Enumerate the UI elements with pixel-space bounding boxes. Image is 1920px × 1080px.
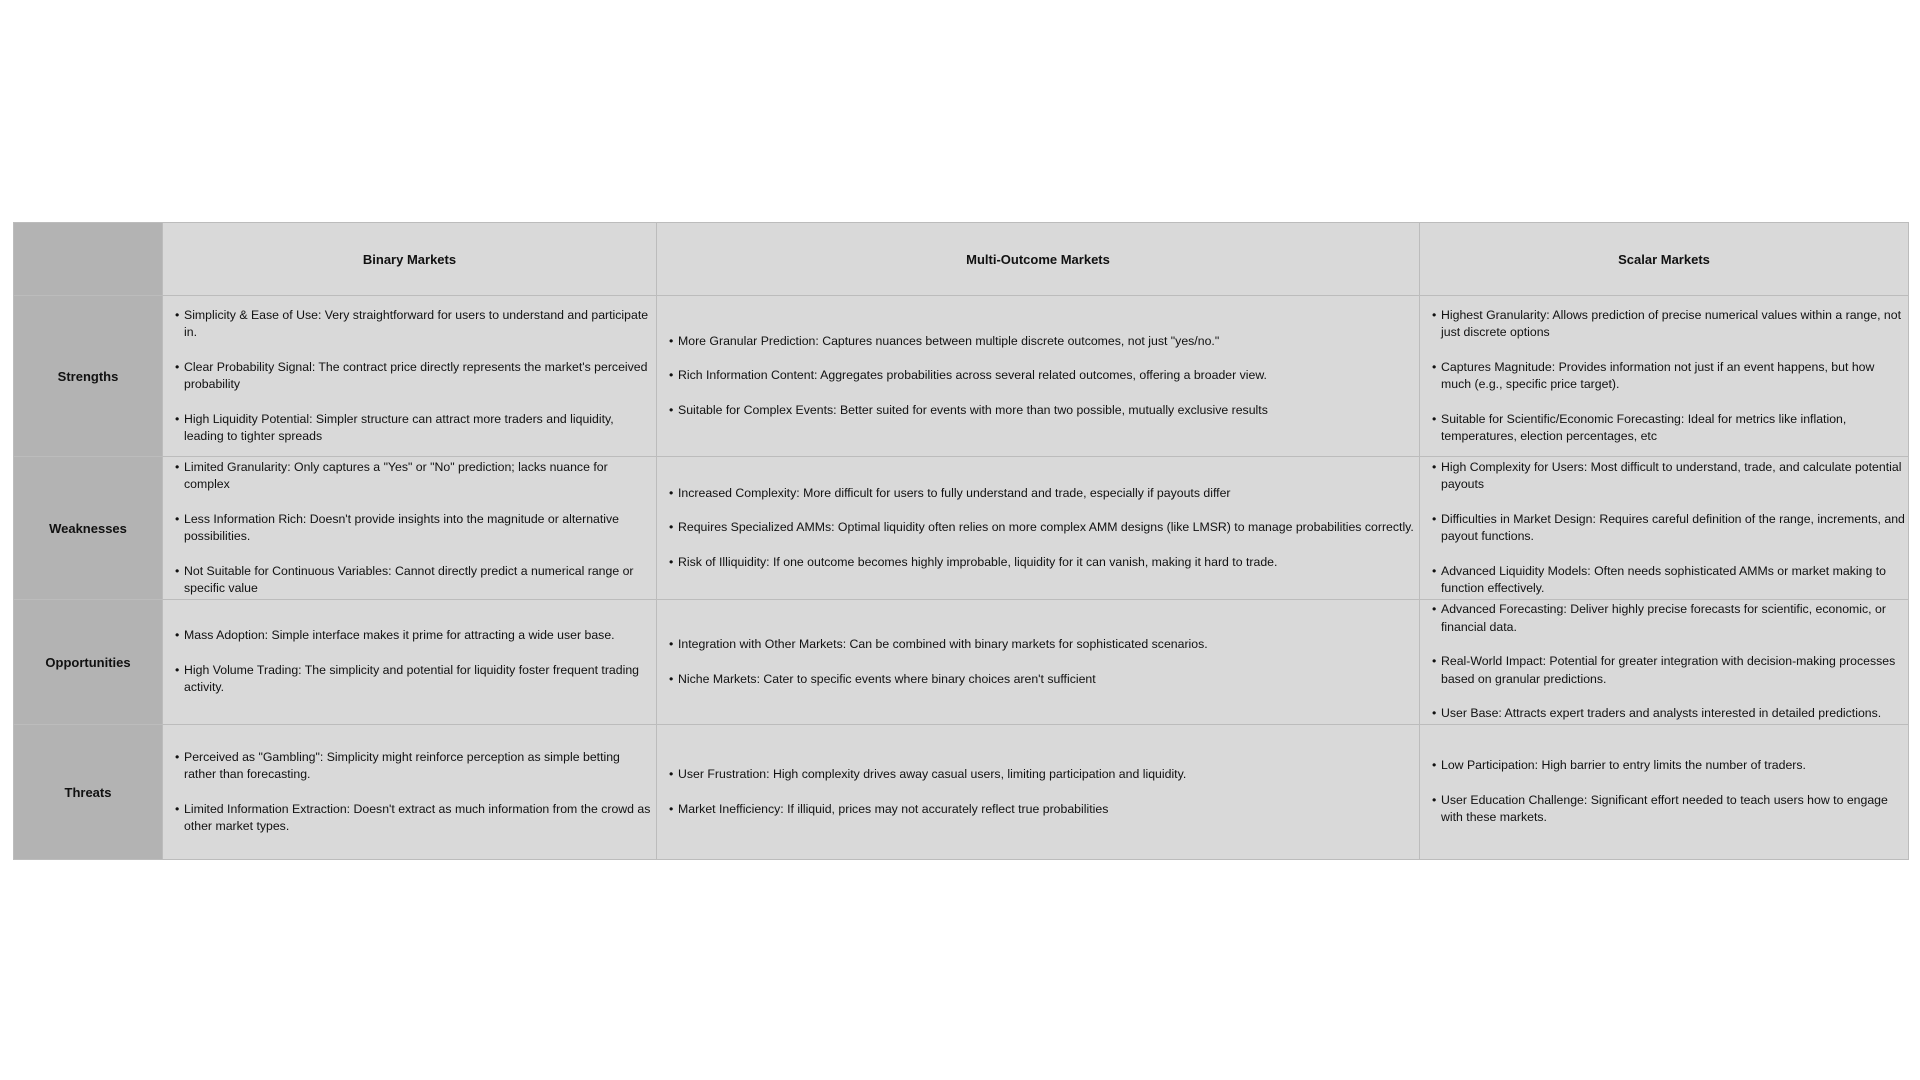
list-item: • Mass Adoption: Simple interface makes it prime for attracting a wide user base. bbox=[175, 627, 654, 645]
list-item: • Rich Information Content: Aggregates probabilities across several related outcomes, offering a broader view. bbox=[669, 367, 1417, 385]
bullet-list bbox=[1420, 459, 1908, 598]
list-item: • High Complexity for Users: Most difficult to understand, trade, and calculate potential payouts bbox=[1432, 459, 1906, 494]
row-header-weaknesses: Weaknesses bbox=[14, 457, 163, 600]
bullet-list bbox=[163, 749, 656, 836]
list-item: • User Education Challenge: Significant effort needed to teach users how to engage with these markets. bbox=[1432, 792, 1906, 827]
table-row-threats bbox=[14, 725, 1909, 860]
list-item: • Perceived as "Gambling": Simplicity might reinforce perception as simple betting rather than forecasting. bbox=[175, 749, 654, 784]
list-item: • Clear Probability Signal: The contract price directly represents the market's perceived probability bbox=[175, 359, 654, 394]
row-header-opportunities: Opportunities bbox=[14, 600, 163, 725]
list-item: • Less Information Rich: Doesn't provide insights into the magnitude or alternative possibilities. bbox=[175, 511, 654, 546]
list-item: • Real-World Impact: Potential for greater integration with decision-making processes based on granular predictions. bbox=[1432, 653, 1906, 688]
bullet-list bbox=[657, 766, 1419, 818]
list-item: • Low Participation: High barrier to entry limits the number of traders. bbox=[1432, 757, 1906, 775]
cell-opportunities-multi-outcome bbox=[657, 600, 1420, 725]
table-row-weaknesses bbox=[14, 457, 1909, 600]
bullet-list bbox=[657, 485, 1419, 572]
list-item: • Advanced Forecasting: Deliver highly precise forecasts for scientific, economic, or financial data. bbox=[1432, 601, 1906, 636]
list-item: • Increased Complexity: More difficult for users to fully understand and trade, especially if payouts differ bbox=[669, 485, 1417, 503]
column-header-binary: Binary Markets bbox=[163, 223, 657, 296]
column-header-multi-outcome: Multi-Outcome Markets bbox=[657, 223, 1420, 296]
list-item: • High Volume Trading: The simplicity and potential for liquidity foster frequent trading activity. bbox=[175, 662, 654, 697]
bullet-list bbox=[657, 333, 1419, 420]
header-row bbox=[14, 223, 1909, 296]
bullet-list bbox=[657, 636, 1419, 688]
list-item: • Difficulties in Market Design: Requires careful definition of the range, increments, and payout functions. bbox=[1432, 511, 1906, 546]
list-item: • Suitable for Complex Events: Better suited for events with more than two possible, mutually exclusive results bbox=[669, 402, 1417, 420]
list-item: • Simplicity & Ease of Use: Very straightforward for users to understand and participate in. bbox=[175, 307, 654, 342]
column-header-scalar: Scalar Markets bbox=[1420, 223, 1909, 296]
list-item: • Niche Markets: Cater to specific events where binary choices aren't sufficient bbox=[669, 671, 1417, 689]
list-item: • Advanced Liquidity Models: Often needs sophisticated AMMs or market making to function effectively. bbox=[1432, 563, 1906, 598]
row-header-strengths: Strengths bbox=[14, 296, 163, 457]
cell-weaknesses-binary bbox=[163, 457, 657, 600]
table-row-strengths bbox=[14, 296, 1909, 457]
cell-threats-binary bbox=[163, 725, 657, 860]
cell-threats-multi-outcome bbox=[657, 725, 1420, 860]
list-item: • User Frustration: High complexity drives away casual users, limiting participation and liquidity. bbox=[669, 766, 1417, 784]
bullet-list bbox=[163, 459, 656, 598]
list-item: • Requires Specialized AMMs: Optimal liquidity often relies on more complex AMM designs (like LMSR) to manage probabilities correctly. bbox=[669, 519, 1417, 537]
list-item: • Limited Information Extraction: Doesn't extract as much information from the crowd as other market types. bbox=[175, 801, 654, 836]
bullet-list bbox=[163, 307, 656, 446]
list-item: • Captures Magnitude: Provides information not just if an event happens, but how much (e.g., specific price target). bbox=[1432, 359, 1906, 394]
cell-strengths-multi-outcome bbox=[657, 296, 1420, 457]
bullet-list bbox=[163, 627, 656, 697]
cell-weaknesses-scalar bbox=[1420, 457, 1909, 600]
cell-weaknesses-multi-outcome bbox=[657, 457, 1420, 600]
list-item: • Highest Granularity: Allows prediction of precise numerical values within a range, not just discrete options bbox=[1432, 307, 1906, 342]
list-item: • Risk of Illiquidity: If one outcome becomes highly improbable, liquidity for it can vanish, making it hard to trade. bbox=[669, 554, 1417, 572]
cell-threats-scalar bbox=[1420, 725, 1909, 860]
list-item: • Market Inefficiency: If illiquid, prices may not accurately reflect true probabilities bbox=[669, 801, 1417, 819]
bullet-list bbox=[1420, 307, 1908, 446]
bullet-list bbox=[1420, 601, 1908, 723]
list-item: • Limited Granularity: Only captures a "Yes" or "No" prediction; lacks nuance for complex bbox=[175, 459, 654, 494]
cell-opportunities-binary bbox=[163, 600, 657, 725]
cell-strengths-binary bbox=[163, 296, 657, 457]
list-item: • Not Suitable for Continuous Variables: Cannot directly predict a numerical range or specific value bbox=[175, 563, 654, 598]
list-item: • User Base: Attracts expert traders and analysts interested in detailed predictions. bbox=[1432, 705, 1906, 723]
list-item: • High Liquidity Potential: Simpler structure can attract more traders and liquidity, leading to tighter spreads bbox=[175, 411, 654, 446]
cell-opportunities-scalar bbox=[1420, 600, 1909, 725]
list-item: • Suitable for Scientific/Economic Forecasting: Ideal for metrics like inflation, temperatures, election percentages, etc bbox=[1432, 411, 1906, 446]
corner-cell bbox=[14, 223, 163, 296]
table-row-opportunities bbox=[14, 600, 1909, 725]
swot-comparison-table bbox=[13, 222, 1909, 860]
row-header-threats: Threats bbox=[14, 725, 163, 860]
list-item: • More Granular Prediction: Captures nuances between multiple discrete outcomes, not just "yes/no." bbox=[669, 333, 1417, 351]
bullet-list bbox=[1420, 757, 1908, 827]
list-item: • Integration with Other Markets: Can be combined with binary markets for sophisticated scenarios. bbox=[669, 636, 1417, 654]
cell-strengths-scalar bbox=[1420, 296, 1909, 457]
